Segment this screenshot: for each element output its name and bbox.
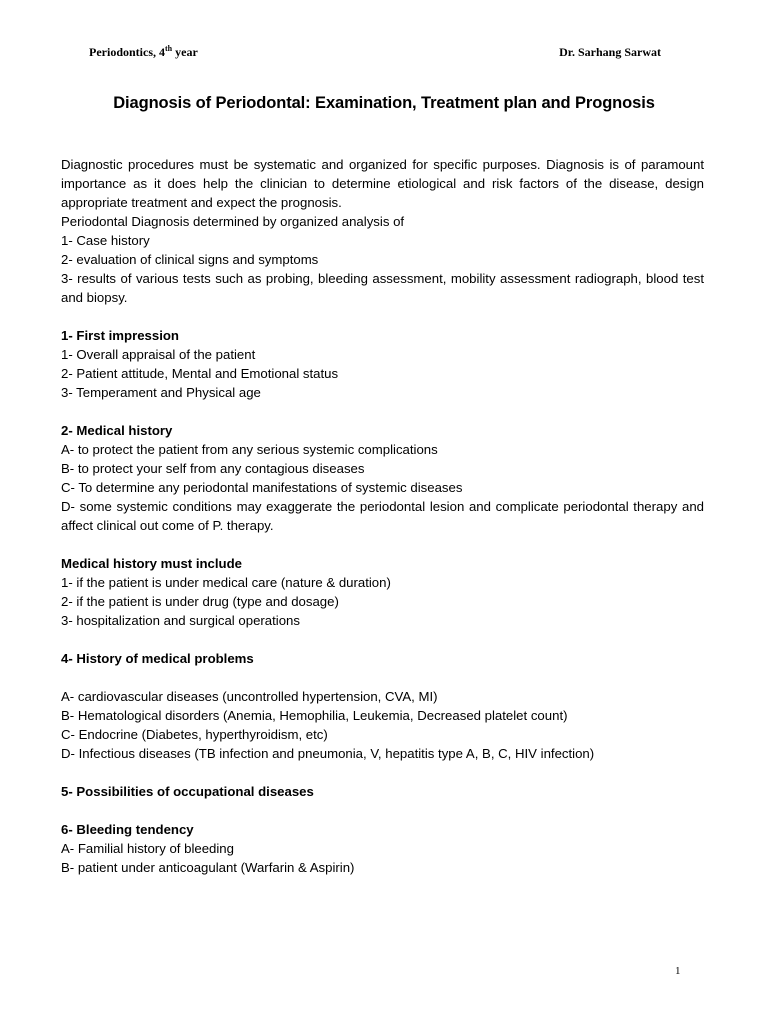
section-heading: 6- Bleeding tendency — [61, 822, 194, 837]
header-course: Periodontics, 4th year — [89, 44, 198, 59]
list-item: D- some systemic conditions may exaggerate the periodontal lesion and complicate periodontal therapy and affect clinical out come of P. therapy. — [61, 499, 704, 533]
list-item: B- Hematological disorders (Anemia, Hemophilia, Leukemia, Decreased platelet count) — [61, 708, 568, 723]
list-item: C- To determine any periodontal manifestations of systemic diseases — [61, 480, 463, 495]
list-item: 2- evaluation of clinical signs and symptoms — [61, 252, 319, 267]
list-item: 1- Overall appraisal of the patient — [61, 347, 256, 362]
list-item: 3- Temperament and Physical age — [61, 385, 261, 400]
list-item: D- Infectious diseases (TB infection and pneumonia, V, hepatitis type A, B, C, HIV infection) — [61, 746, 595, 761]
list-item: 2- Patient attitude, Mental and Emotional status — [61, 366, 339, 381]
list-item: C- Endocrine (Diabetes, hyperthyroidism, etc) — [61, 727, 328, 742]
section-heading: 5- Possibilities of occupational diseases — [61, 784, 314, 799]
list-item: 1- Case history — [61, 233, 150, 248]
list-item: 1- if the patient is under medical care (nature & duration) — [61, 575, 391, 590]
list-item: 2- if the patient is under drug (type and dosage) — [61, 594, 339, 609]
intro-lead: Periodontal Diagnosis determined by organized analysis of — [61, 214, 405, 229]
list-item: A- to protect the patient from any serious systemic complications — [61, 442, 438, 457]
section-heading: 1- First impression — [61, 328, 179, 343]
page-number: 1 — [675, 965, 681, 977]
list-item: B- to protect your self from any contagious diseases — [61, 461, 365, 476]
section-heading: 2- Medical history — [61, 423, 173, 438]
section-heading: Medical history must include — [61, 556, 242, 571]
list-item: 3- results of various tests such as probing, bleeding assessment, mobility assessment radiograph, blood test and biopsy. — [61, 271, 704, 305]
list-item: A- cardiovascular diseases (uncontrolled hypertension, CVA, MI) — [61, 689, 438, 704]
section-heading: 4- History of medical problems — [61, 651, 254, 666]
list-item: A- Familial history of bleeding — [61, 841, 234, 856]
header-author: Dr. Sarhang Sarwat — [559, 45, 661, 59]
document-body — [61, 155, 704, 877]
document-title: Diagnosis of Periodontal: Examination, Treatment plan and Prognosis — [113, 94, 655, 112]
intro-paragraph: Diagnostic procedures must be systematic and organized for specific purposes. Diagnosis is of paramount importance as it does help the clinician to determine etiological and risk factors of the disease, design appropriate treatment and expect the prognosis. — [61, 157, 704, 210]
list-item: 3- hospitalization and surgical operations — [61, 613, 300, 628]
list-item: B- patient under anticoagulant (Warfarin & Aspirin) — [61, 860, 355, 875]
